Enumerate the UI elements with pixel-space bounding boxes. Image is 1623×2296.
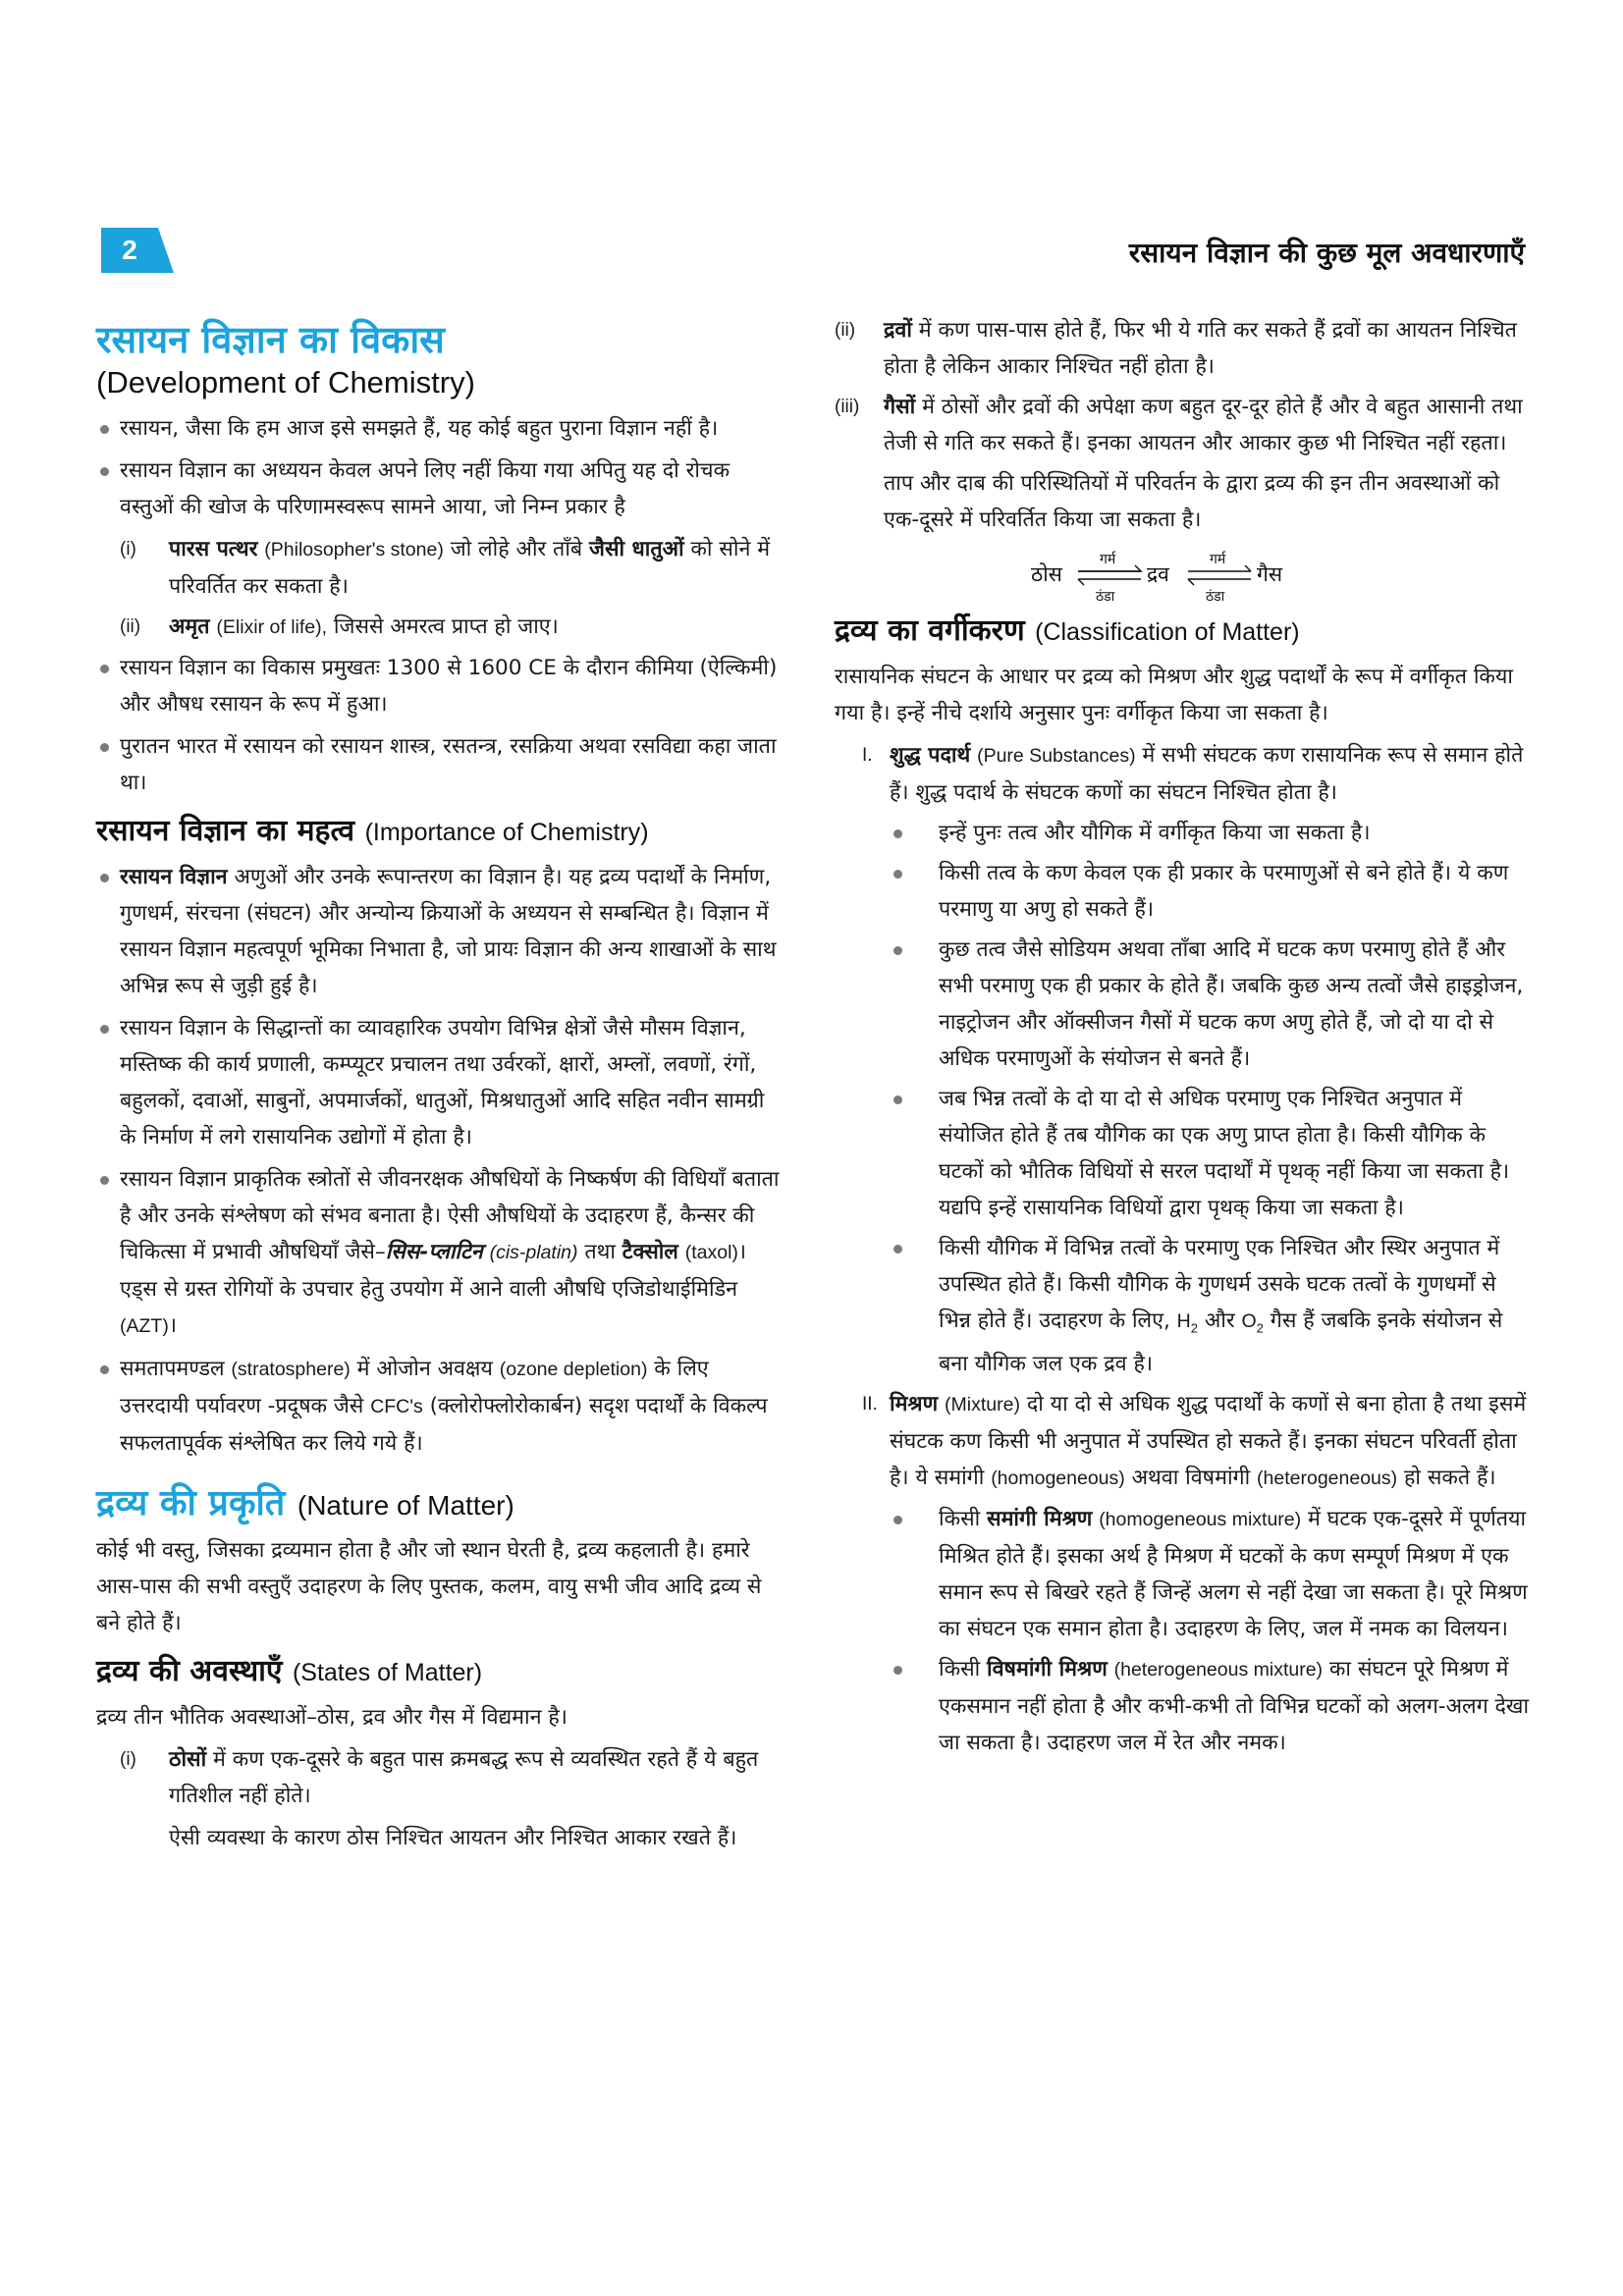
section-title-states: द्रव्य की अवस्थाएँ (States of Matter) (96, 1654, 483, 1688)
list-item: II. मिश्रण (Mixture) दो या दो से अधिक शुद्ध पदार्थों के कणों से बना होता है तथा इसमें संघटक कण किसी भी अनुपात में उपस्थित हो सकते हैं। इनका संघटन परिवर्ती होता है। ये समांगी (homogeneous) अथवा विषमांगी (heterogeneous) हो सकते हैं। किसी समांगी मिश्रण (homogeneous mixture) में घटक एक-दूसरे में पूर्णतया मिश्रित होते हैं। इसका अर्थ है मिश्रण में घटकों के कण सम्पूर्ण मिश्रण में एक समान रूप से बिखरे रहते हैं जिन्हें अलग से नहीं देखा जा सकता है। पूरे मिश्रण का संघटन एक समान होता है। उदाहरण के लिए, जल में नमक का विलयन। किसी विषमांगी मिश्रण (heterogeneous mixture) का संघटन पूरे मिश्रण में एकसमान नहीं होता है और कभी-कभी तो विभिन्न घटकों को अलग-अलग देखा जा सकता है। उदाहरण जल में रेत और नमक। (862, 1386, 1532, 1761)
list-item: (ii) द्रवों में कण पास-पास होते हैं, फिर भी ये गति कर सकते हैं द्रवों का आयतन निश्चित होता है लेकिन आकार निश्चित नहीं होता है। (835, 318, 1517, 379)
states-list (120, 1741, 784, 1856)
states-list-continued (835, 312, 1532, 461)
pure-substance-points (890, 815, 1532, 1382)
list-item: रसायन विज्ञान अणुओं और उनके रूपान्तरण का विज्ञान है। यह द्रव्य पदार्थों के निर्माण, गुणधर्म, संरचना (संघटन) और अन्योन्य क्रियाओं के अध्ययन से सम्बन्धित है। विज्ञान में रसायन विज्ञान महत्वपूर्ण भूमिका निभाता है, जो प्रायः विज्ञान की अन्य शाखाओं के साथ अभिन्न रूप से जुड़ी हुई है। (96, 859, 784, 1004)
liquid-label: द्रव (1147, 562, 1169, 586)
equilibrium-diagram (1031, 546, 1365, 603)
list-item: I. शुद्ध पदार्थ (Pure Substances) में सभी संघटक कण रासायनिक रूप से समान होते हैं। शुद्ध पदार्थ के संघटक कणों का संघटन निश्चित होता है। इन्हें पुनः तत्व और यौगिक में वर्गीकृत किया जा सकता है। किसी तत्व के कण केवल एक ही प्रकार के परमाणुओं से बने होते हैं। ये कण परमाणु या अणु हो सकते हैं। कुछ तत्व जैसे सोडियम अथवा ताँबा आदि में घटक कण परमाणु होते हैं और सभी परमाणु एक ही प्रकार के होते हैं। जबकि कुछ अन्य तत्वों जैसे हाइड्रोजन, नाइट्रोजन और ऑक्सीजन गैसों में घटक कण अणु होते हैं, जो दो या दो से अधिक परमाणुओं के संयोजन से बनते हैं। जब भिन्न तत्वों के दो या दो से अधिक परमाणु एक निश्चित अनुपात में संयोजित होते हैं तब यौगिक का एक अणु प्राप्त होता है। किसी यौगिक के घटकों को भौतिक विधियों से सरल पदार्थों में पृथक् नहीं किया जा सकता है। यद्यपि इन्हें रासायनिक विधियों द्वारा पृथक् किया जा सकता है। किसी यौगिक में विभिन्न तत्वों के परमाणु एक निश्चित और स्थिर अनुपात में उपस्थित होते हैं। किसी यौगिक के गुणधर्म उसके घटक तत्वों के गुणधर्मों से भिन्न होते हैं। उदाहरण के लिए, $H_2$ और $O_2$ गैस हैं जबकि इनके संयोजन से बना यौगिक जल एक द्रव है। (862, 737, 1532, 1382)
cool-label-1: ठंडा (1096, 589, 1115, 605)
solid-label: ठोस (1031, 562, 1062, 586)
list-item: किसी विषमांगी मिश्रण (heterogeneous mixture) का संघटन पूरे मिश्रण में एकसमान नहीं होता है और कभी-कभी तो विभिन्न घटकों को अलग-अलग देखा जा सकता है। उदाहरण जल में रेत और नमक। (890, 1651, 1532, 1761)
page-number-tab (101, 228, 172, 273)
list-item: किसी यौगिक में विभिन्न तत्वों के परमाणु एक निश्चित और स्थिर अनुपात में उपस्थित होते हैं। किसी यौगिक के गुणधर्म उसके घटक तत्वों के गुणधर्मों से भिन्न होते हैं। उदाहरण के लिए, $H_2$ और $O_2$ गैस हैं जबकि इनके संयोजन से बना यौगिक जल एक द्रव है। (890, 1230, 1532, 1382)
development-list (96, 410, 784, 525)
discoveries-list (120, 531, 784, 646)
state-change-equation (835, 546, 1532, 603)
heat-label-1: गर्म (1100, 552, 1116, 567)
list-item: (i) ठोसों में कण एक-दूसरे के बहुत पास क्रमबद्ध रूप से व्यवस्थित रहते हैं ये बहुत गतिशील नहीं होते। ऐसी व्यवस्था के कारण ठोस निश्चित आयतन और निश्चित आकार रखते हैं। (120, 1747, 759, 1850)
heat-label-2: गर्म (1210, 552, 1226, 567)
list-item: इन्हें पुनः तत्व और यौगिक में वर्गीकृत किया जा सकता है। (890, 815, 1532, 851)
running-title: रसायन विज्ञान की कुछ मूल अवधारणाएँ (1128, 237, 1525, 269)
states-paragraph: द्रव्य तीन भौतिक अवस्थाओं–ठोस, द्रव और गैस में विद्यमान है। (96, 1705, 568, 1730)
right-column (835, 312, 1532, 1765)
list-item: कुछ तत्व जैसे सोडियम अथवा ताँबा आदि में घटक कण परमाणु होते हैं और सभी परमाणु एक ही प्रकार के होते हैं। जबकि कुछ अन्य तत्वों जैसे हाइड्रोजन, नाइट्रोजन और ऑक्सीजन गैसों में घटक कण अणु होते हैं, जो दो या दो से अधिक परमाणुओं के संयोजन से बनते हैं। (890, 932, 1532, 1077)
list-item: किसी तत्व के कण केवल एक ही प्रकार के परमाणुओं से बने होते हैं। ये कण परमाणु या अणु हो सकते हैं। (890, 855, 1532, 928)
list-item: रसायन, जैसा कि हम आज इसे समझते हैं, यह कोई बहुत पुराना विज्ञान नहीं है। (96, 410, 784, 447)
list-item: रसायन विज्ञान का अध्ययन केवल अपने लिए नहीं किया गया अपितु यह दो रोचक वस्तुओं की खोज के परिणामस्वरूप सामने आया, जो निम्न प्रकार है (96, 453, 784, 525)
nature-paragraph: कोई भी वस्तु, जिसका द्रव्यमान होता है और जो स्थान घेरती है, द्रव्य कहलाती है। हमारे आस-पास की सभी वस्तुएँ उदाहरण के लिए पुस्तक, कलम, वायु सभी जीव आदि द्रव्य से बने होते हैं। (96, 1538, 762, 1635)
list-item: रसायन विज्ञान का विकास प्रमुखतः 1300 से 1600 CE के दौरान कीमिया (ऐल्किमी) और औषध रसायन के रूप में हुआ। (96, 650, 784, 722)
classification-list (862, 737, 1532, 1761)
gas-label: गैस (1257, 562, 1283, 586)
list-item: रसायन विज्ञान प्राकृतिक स्त्रोतों से जीवनरक्षक औषधियों के निष्कर्षण की विधियाँ बताता है और उनके संश्लेषण को संभव बनाता है। ऐसी औषधियों के उदाहरण हैं, कैन्सर की चिकित्सा में प्रभावी औषधियाँ जैसे–सिस-प्लाटिन (cis-platin) तथा टैक्सोल (taxol)। एड्स से ग्रस्त रोगियों के उपचार हेतु उपयोग में आने वाली औषधि एजिडोथाईमिडिन (AZT)। (96, 1161, 784, 1345)
list-item: समतापमण्डल (stratosphere) में ओजोन अवक्षय (ozone depletion) के लिए उत्तरदायी पर्यावरण -प्रदूषक जैसे CFC's (क्लोरोफ्लोरोकार्बन) सदृश पदार्थों के विकल्प सफलतापूर्वक संश्लेषित कर लिये गये हैं। (96, 1351, 784, 1462)
left-column (96, 316, 784, 1860)
list-item: जब भिन्न तत्वों के दो या दो से अधिक परमाणु एक निश्चित अनुपात में संयोजित होते हैं तब यौगिक का एक अणु प्राप्त होता है। किसी यौगिक के घटकों को भौतिक विधियों से सरल पदार्थों में पृथक् नहीं किया जा सकता है। यद्यपि इन्हें रासायनिक विधियों द्वारा पृथक् किया जा सकता है। (890, 1081, 1532, 1226)
mixture-points (890, 1501, 1532, 1761)
list-item: रसायन विज्ञान के सिद्धान्तों का व्यावहारिक उपयोग विभिन्न क्षेत्रों जैसे मौसम विज्ञान, मस्तिष्क की कार्य प्रणाली, कम्प्यूटर प्रचालन तथा उर्वरकों, क्षारों, अम्लों, लवणों, रंगों, बहुलकों, दवाओं, साबुनों, अपमार्जकों, धातुओं, मिश्रधातुओं आदि सहित नवीन सामग्री के निर्माण में लगे रासायनिक उद्योगों में होता है। (96, 1010, 784, 1155)
importance-list (96, 859, 784, 1462)
section-subtitle-development: (Development of Chemistry) (96, 365, 475, 400)
list-item: (iii) गैसों में ठोसों और द्रवों की अपेक्षा कण बहुत दूर-दूर होते हैं और वे बहुत आसानी तथा तेजी से गति कर सकते हैं। इनका आयतन और आकार कुछ भी निश्चित नहीं रहता। (835, 395, 1523, 455)
list-item: पुरातन भारत में रसायन को रसायन शास्त्र, रसतन्त्र, रसक्रिया अथवा रसविद्या कहा जाता था। (96, 728, 784, 801)
section-title-development: रसायन विज्ञान का विकास (96, 318, 445, 361)
classification-paragraph: रासायनिक संघटन के आधार पर द्रव्य को मिश्रण और शुद्ध पदार्थों के रूप में वर्गीकृत किया गया है। इन्हें नीचे दर्शाये अनुसार पुनः वर्गीकृत किया जा सकता है। (835, 665, 1513, 725)
development-list-2 (96, 650, 784, 801)
section-title-importance: रसायन विज्ञान का महत्व (Importance of Chemistry) (96, 814, 649, 848)
list-item: (ii) अमृत (Elixir of life), जिससे अमरत्व प्राप्त हो जाए। (120, 614, 559, 639)
cool-label-2: ठंडा (1206, 589, 1225, 605)
section-title-classification: द्रव्य का वर्गीकरण (Classification of Matter) (835, 614, 1300, 648)
page-number: 2 (122, 235, 137, 265)
list-item: किसी समांगी मिश्रण (homogeneous mixture) में घटक एक-दूसरे में पूर्णतया मिश्रित होते हैं। इसका अर्थ है मिश्रण में घटकों के कण सम्पूर्ण मिश्रण में एक समान रूप से बिखरे रहते हैं जिन्हें अलग से नहीं देखा जा सकता है। पूरे मिश्रण का संघटन एक समान होता है। उदाहरण के लिए, जल में नमक का विलयन। (890, 1501, 1532, 1647)
temperature-paragraph: ताप और दाब की परिस्थितियों में परिवर्तन के द्वारा द्रव्य की इन तीन अवस्थाओं को एक-दूसरे में परिवर्तित किया जा सकता है। (884, 471, 1500, 532)
section-title-nature: द्रव्य की प्रकृति (Nature of Matter) (96, 1483, 514, 1523)
list-item: (i) पारस पत्थर (Philosopher's stone) जो लोहे और ताँबे जैसी धातुओं को सोने में परिवर्तित कर सकता है। (120, 537, 771, 599)
